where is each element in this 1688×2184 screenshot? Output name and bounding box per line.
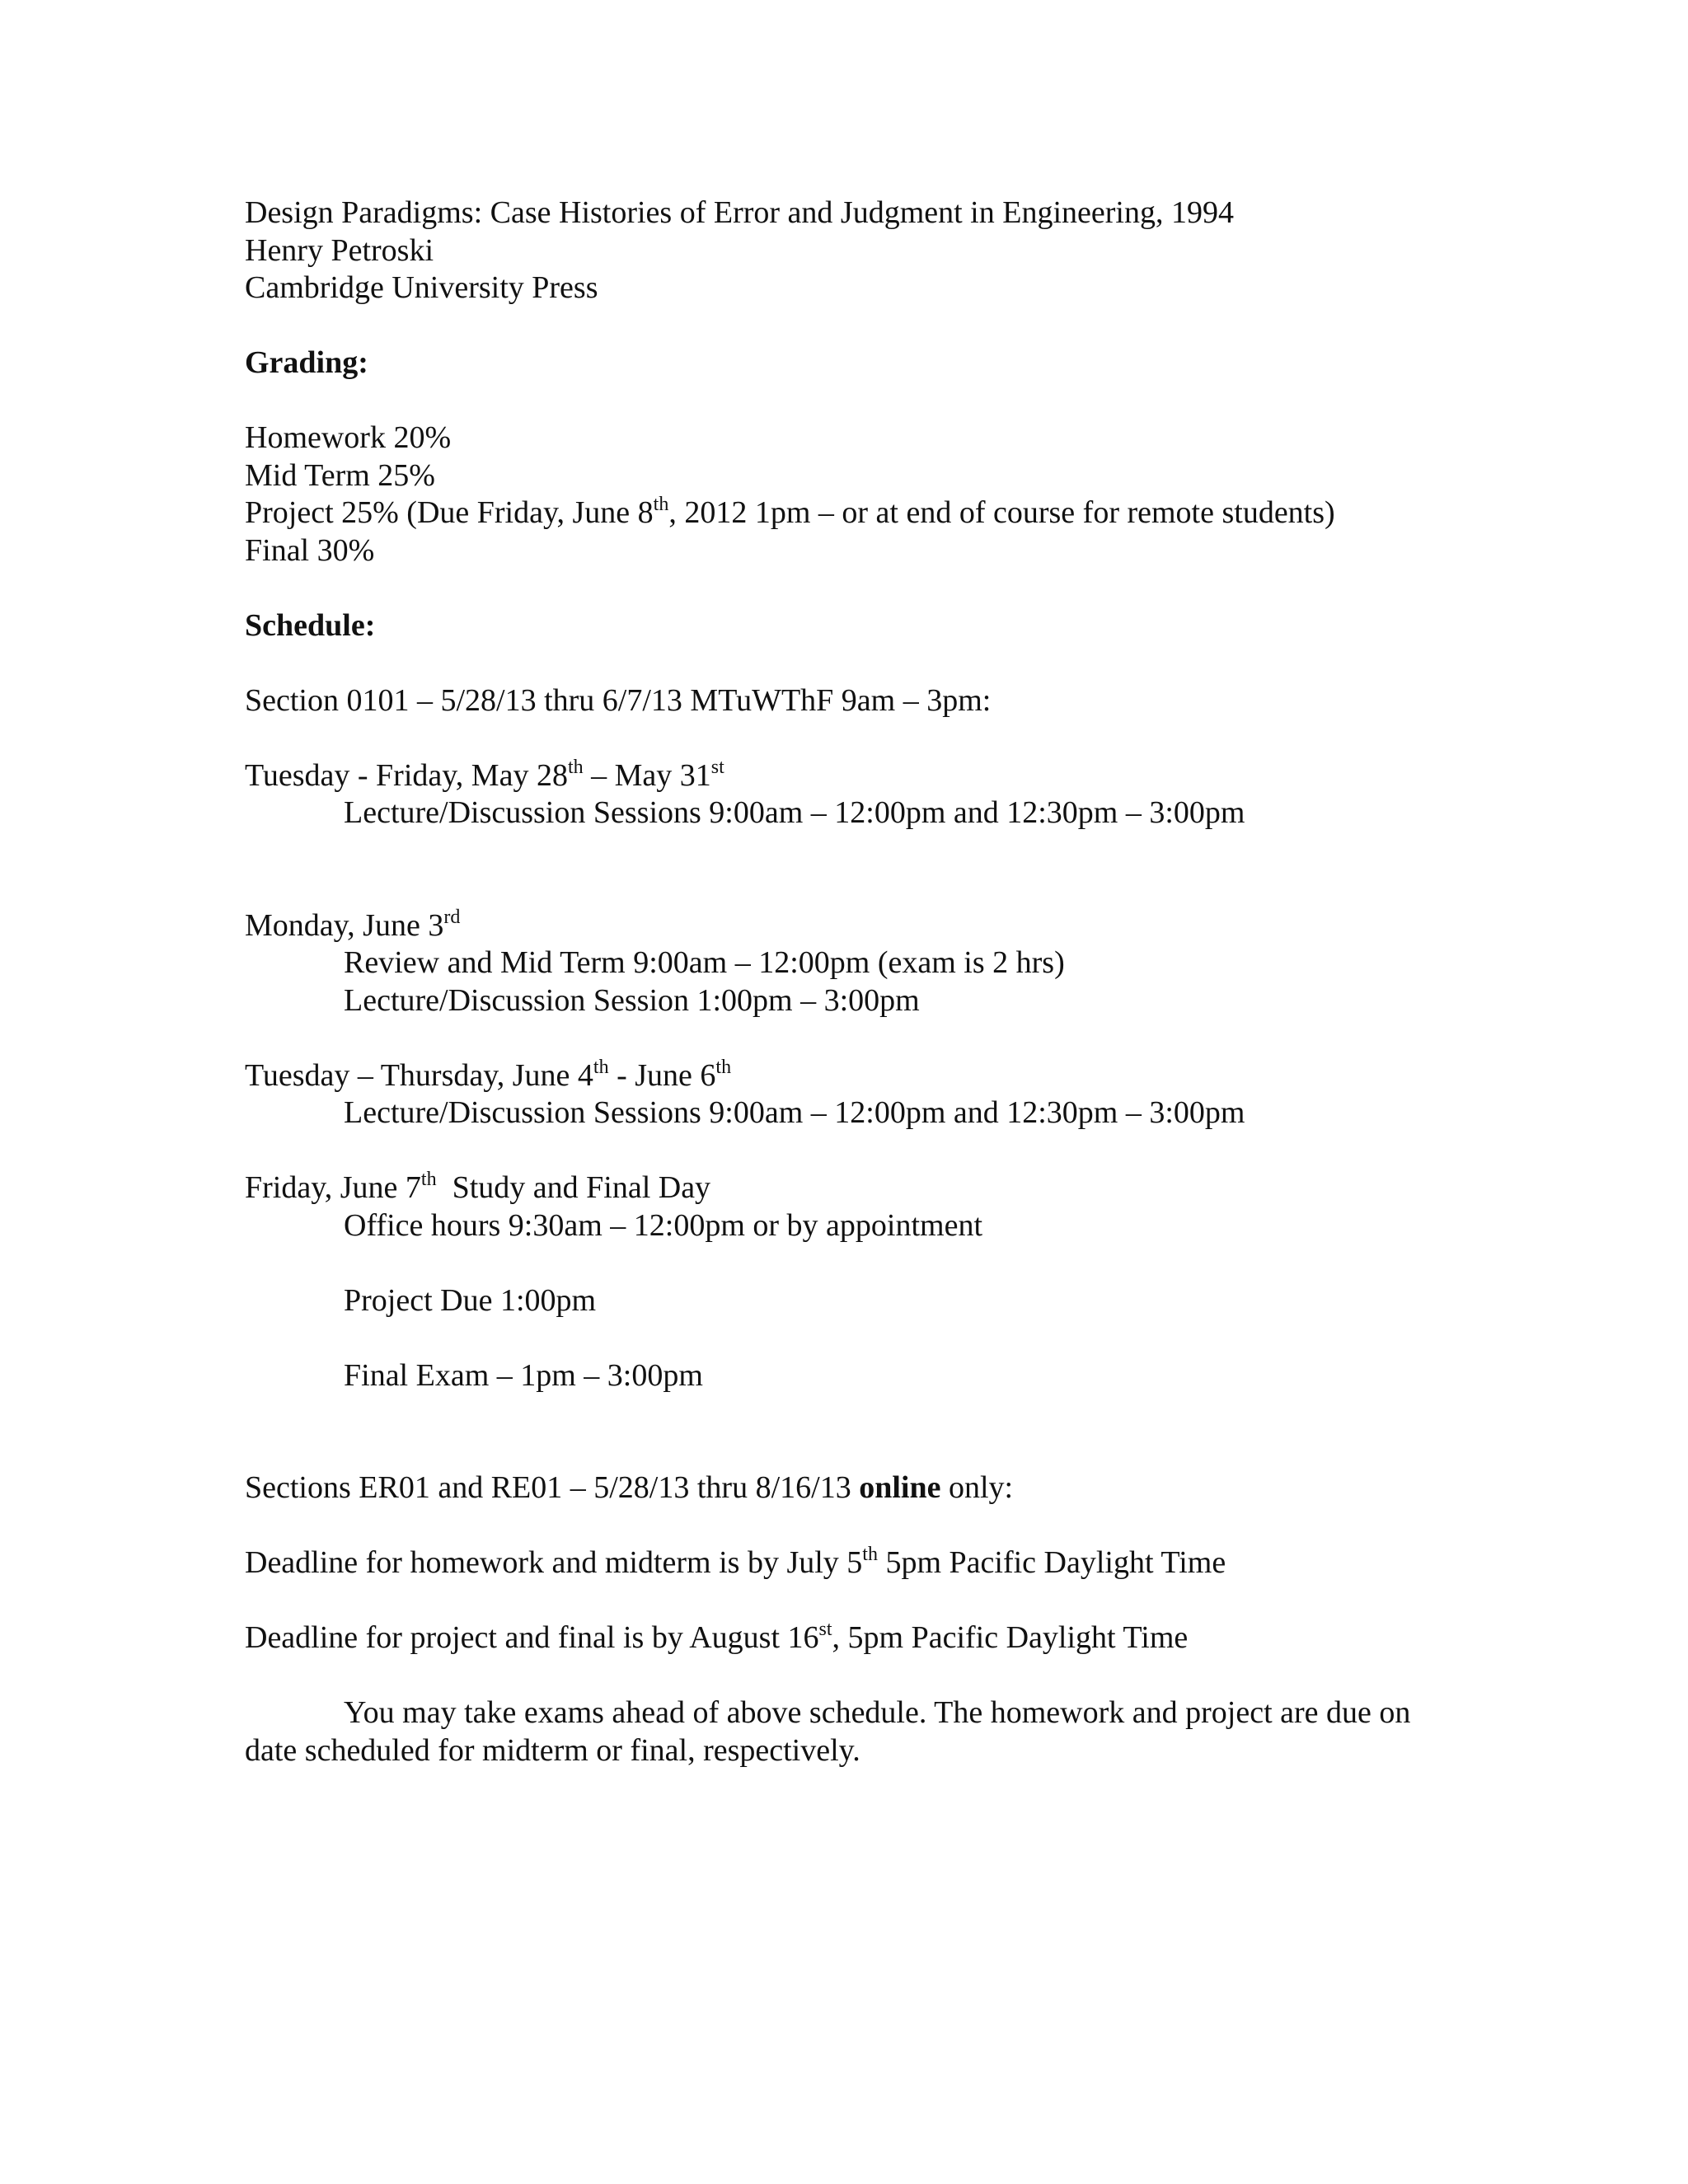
ordinal-suffix: rd xyxy=(443,906,461,928)
session-line: Review and Mid Term 9:00am – 12:00pm (exam is 2 hrs) xyxy=(344,945,1065,980)
ordinal-suffix: st xyxy=(710,756,724,778)
day-label-end: - June 6 xyxy=(608,1057,716,1093)
book-author: Henry Petroski xyxy=(245,232,434,268)
day-label-end: – May 31 xyxy=(583,757,711,793)
section-0101-line: Section 0101 – 5/28/13 thru 6/7/13 MTuWThF 9am – 3pm: xyxy=(245,682,992,718)
deadline-homework-midterm xyxy=(245,1544,1481,1582)
book-publisher: Cambridge University Press xyxy=(245,270,598,305)
session-line: Final Exam – 1pm – 3:00pm xyxy=(344,1357,703,1393)
ordinal-suffix: th xyxy=(653,494,669,515)
grading-midterm: Mid Term 25% xyxy=(245,457,435,493)
day-label: Friday, June 7 xyxy=(245,1170,421,1205)
schedule-day-may28-31 xyxy=(245,757,1481,795)
ordinal-suffix: th xyxy=(593,1056,609,1078)
ordinal-suffix: th xyxy=(715,1056,732,1078)
book-title: Design Paradigms: Case Histories of Error and Judgment in Engineering, 1994 xyxy=(245,195,1234,230)
grading-project xyxy=(245,494,1481,532)
day-label: Monday, June 3 xyxy=(245,907,444,943)
grading-final: Final 30% xyxy=(245,532,375,568)
session-line: Lecture/Discussion Session 1:00pm – 3:00pm xyxy=(344,982,920,1018)
online-text: Sections ER01 and RE01 – 5/28/13 thru 8/16/13 xyxy=(245,1470,860,1505)
deadline-text-end: 5pm Pacific Daylight Time xyxy=(877,1545,1226,1580)
grading-project-text-end: , 2012 1pm – or at end of course for remote students) xyxy=(668,495,1335,530)
ordinal-suffix: th xyxy=(567,756,584,778)
deadline-project-final xyxy=(245,1619,1481,1657)
session-line: Project Due 1:00pm xyxy=(344,1282,597,1318)
ordinal-suffix: st xyxy=(818,1619,832,1640)
online-sections-line xyxy=(245,1469,1481,1507)
schedule-day-june7 xyxy=(245,1169,1481,1207)
grading-homework: Homework 20% xyxy=(245,420,452,455)
day-label: Tuesday - Friday, May 28 xyxy=(245,757,568,793)
ordinal-suffix: th xyxy=(420,1169,437,1190)
day-label: Tuesday – Thursday, June 4 xyxy=(245,1057,593,1093)
session-line: Office hours 9:30am – 12:00pm or by appointment xyxy=(344,1207,983,1243)
grading-heading: Grading: xyxy=(245,345,368,380)
deadline-text: Deadline for project and final is by August 16 xyxy=(245,1620,819,1655)
schedule-day-june4-6 xyxy=(245,1057,1481,1095)
exam-note-paragraph: You may take exams ahead of above schedule. The homework and project are due on date scheduled for midterm or final, respectively. xyxy=(245,1695,1411,1768)
session-line: Lecture/Discussion Sessions 9:00am – 12:00pm and 12:30pm – 3:00pm xyxy=(344,795,1245,830)
session-line: Lecture/Discussion Sessions 9:00am – 12:00pm and 12:30pm – 3:00pm xyxy=(344,1095,1245,1130)
online-text-end: only: xyxy=(940,1470,1014,1505)
ordinal-suffix: th xyxy=(862,1544,878,1565)
grading-project-text: Project 25% (Due Friday, June 8 xyxy=(245,495,654,530)
schedule-day-june3 xyxy=(245,907,1481,945)
online-emphasis: online xyxy=(859,1470,941,1505)
syllabus-page xyxy=(245,194,1481,1769)
day-label-end: Study and Final Day xyxy=(436,1170,711,1205)
schedule-heading: Schedule: xyxy=(245,607,376,643)
deadline-text: Deadline for homework and midterm is by July 5 xyxy=(245,1545,863,1580)
deadline-text-end: , 5pm Pacific Daylight Time xyxy=(832,1620,1189,1655)
